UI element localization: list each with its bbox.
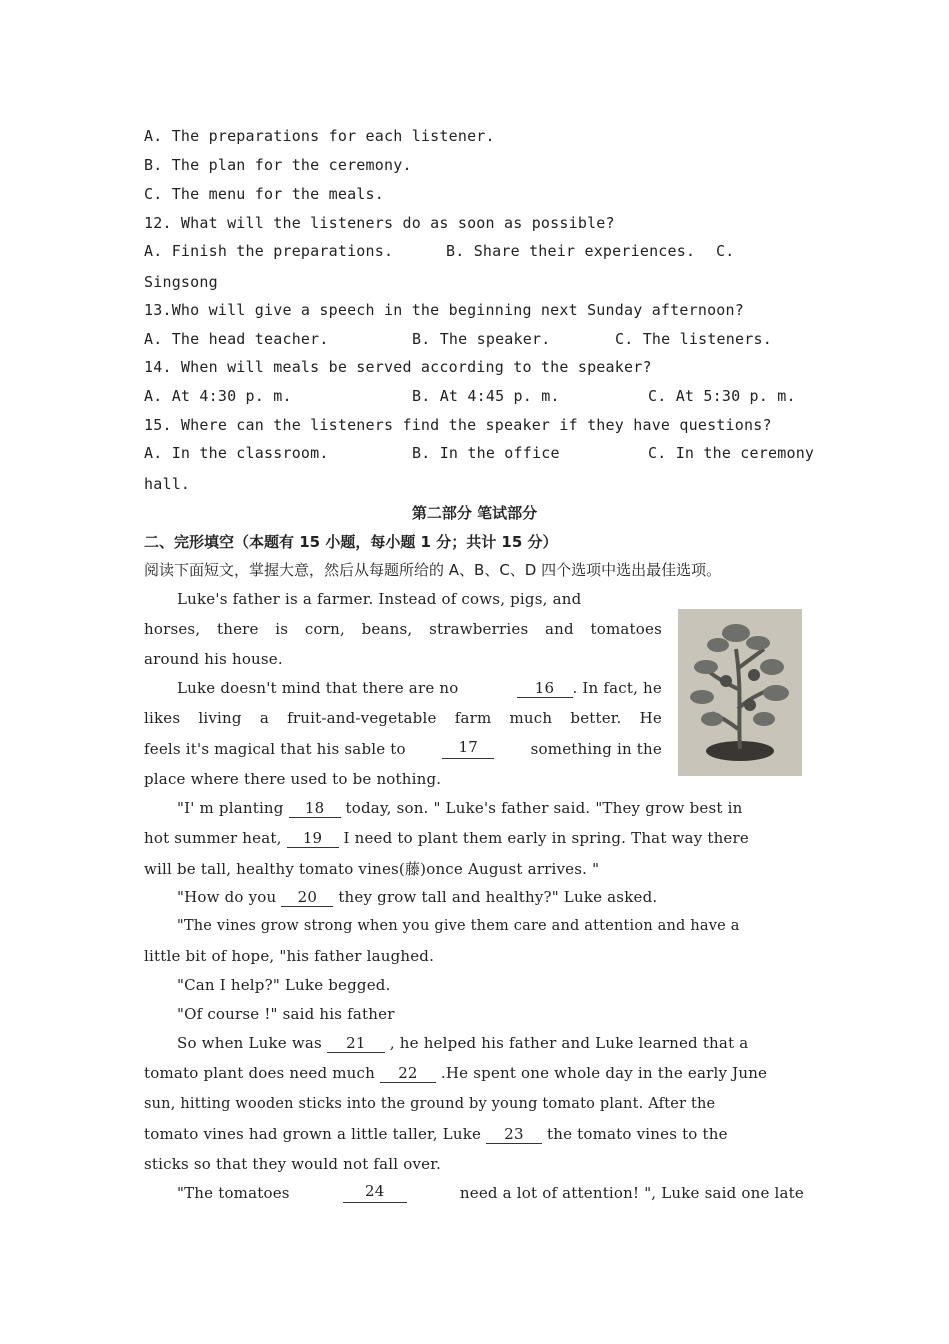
blank-23[interactable]: 23: [486, 1126, 542, 1144]
option-b-plan: B. The plan for the ceremony.: [144, 156, 412, 174]
passage-line: [177, 887, 839, 907]
passage-text: the tomato vines to the: [547, 1125, 728, 1143]
q13-option-b: B. The speaker.: [412, 330, 551, 348]
tomato-plant-icon: [678, 609, 802, 776]
passage-line: sun, hitting wooden sticks into the ground by young tomato plant. After the: [144, 1096, 716, 1112]
passage-line: "Can I help?" Luke begged.: [177, 976, 391, 994]
q15-option-b: B. In the office: [412, 444, 560, 462]
passage-line: [177, 678, 662, 698]
passage-text: need a lot of attention! ", Luke said one late: [459, 1184, 804, 1202]
passage-text: I need to plant them early in spring. That way there: [343, 829, 749, 847]
passage-text: tomato plant does need much: [144, 1064, 375, 1082]
passage-line: horses, there is corn, beans, strawberries and tomatoes: [144, 620, 662, 638]
q13-option-c: C. The listeners.: [615, 330, 772, 348]
question-15: 15. Where can the listeners find the speaker if they have questions?: [144, 416, 772, 434]
passage-line: [177, 1183, 804, 1203]
passage-line: will be tall, healthy tomato vines(藤)once August arrives. ": [144, 860, 600, 878]
passage-text: tomato vines had grown a little taller, Luke: [144, 1125, 482, 1143]
passage-text: hot summer heat,: [144, 829, 282, 847]
passage-text: today, son. " Luke's father said. "They grow best in: [345, 799, 743, 817]
passage-text: "The tomatoes: [177, 1184, 290, 1202]
q14-option-c: C. At 5:30 p. m.: [648, 387, 796, 405]
passage-line: "Of course !" said his father: [177, 1005, 395, 1023]
part-two-title: 第二部分 笔试部分: [411, 504, 538, 522]
blank-16[interactable]: 16: [517, 680, 573, 698]
passage-line: around his house.: [144, 650, 283, 668]
question-12: 12. What will the listeners do as soon as possible?: [144, 214, 615, 232]
passage-line: "The vines grow strong when you give them care and attention and have a: [177, 918, 740, 934]
passage-line: likes living a fruit-and-vegetable farm much better. He: [144, 709, 662, 727]
blank-21[interactable]: 21: [327, 1035, 385, 1053]
blank-18[interactable]: 18: [289, 800, 341, 818]
blank-20[interactable]: 20: [281, 889, 333, 907]
passage-text: , he helped his father and Luke learned that a: [389, 1034, 749, 1052]
question-14: 14. When will meals be served according to the speaker?: [144, 358, 652, 376]
q14-option-b: B. At 4:45 p. m.: [412, 387, 560, 405]
blank-24[interactable]: 24: [343, 1183, 407, 1203]
passage-text: Luke doesn't mind that there are no: [177, 679, 459, 697]
q15-option-c-text: hall.: [144, 475, 191, 493]
q14-option-a: A. At 4:30 p. m.: [144, 387, 292, 405]
passage-text: .He spent one whole day in the early June: [440, 1064, 768, 1082]
instructions: 阅读下面短文，掌握大意，然后从每题所给的 A、B、C、D 四个选项中选出最佳选项。: [144, 561, 722, 579]
passage-text: something in the: [530, 740, 662, 758]
passage-line: [177, 798, 806, 818]
section-title: 二、完形填空（本题有 15 小题，每小题 1 分；共计 15 分）: [144, 533, 558, 551]
passage-text: "I' m planting: [177, 799, 284, 817]
passage-line: [144, 739, 662, 759]
passage-line: sticks so that they would not fall over.: [144, 1155, 441, 1173]
passage-line: Luke's father is a farmer. Instead of cows, pigs, and: [177, 590, 582, 608]
blank-19[interactable]: 19: [287, 830, 339, 848]
passage-line: little bit of hope, "his father laughed.: [144, 947, 435, 965]
passage-line: [177, 1033, 806, 1053]
passage-text: feels it's magical that his sable to: [144, 740, 406, 758]
passage-line: [144, 1124, 806, 1144]
passage-line: [144, 828, 806, 848]
blank-17[interactable]: 17: [442, 739, 494, 759]
question-13: 13.Who will give a speech in the beginning next Sunday afternoon?: [144, 301, 744, 319]
q13-option-a: A. The head teacher.: [144, 330, 329, 348]
q15-option-a: A. In the classroom.: [144, 444, 329, 462]
passage-line: [144, 1063, 806, 1083]
passage-text: . In fact, he: [572, 679, 662, 697]
q12-option-c-text: Singsong: [144, 273, 218, 291]
q12-option-c: C.: [716, 242, 735, 260]
option-c-menu: C. The menu for the meals.: [144, 185, 384, 203]
passage-text: So when Luke was: [177, 1034, 322, 1052]
passage-text: they grow tall and healthy?" Luke asked.: [338, 888, 658, 906]
option-a-preparations: A. The preparations for each listener.: [144, 127, 495, 145]
tomato-plant-picture: [678, 609, 802, 776]
passage-line: place where there used to be nothing.: [144, 770, 442, 788]
q12-option-b: B. Share their experiences.: [446, 242, 696, 260]
blank-22[interactable]: 22: [380, 1065, 436, 1083]
passage-text: "How do you: [177, 888, 277, 906]
q15-option-c: C. In the ceremony: [648, 444, 815, 462]
q12-option-a: A. Finish the preparations.: [144, 242, 394, 260]
